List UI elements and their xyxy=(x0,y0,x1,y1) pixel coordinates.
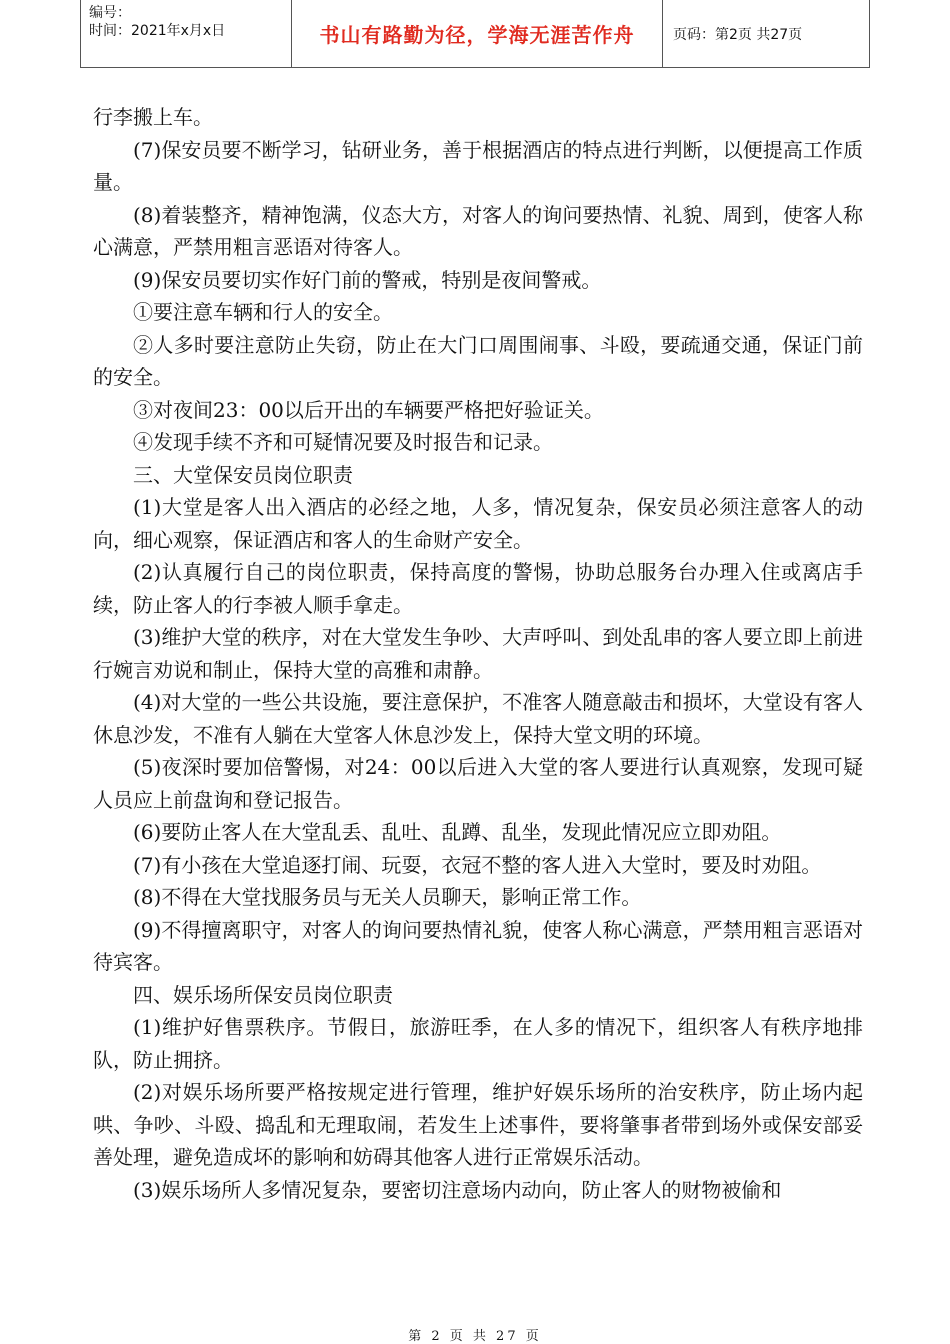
document-time-label: 时间：2021年x月x日 xyxy=(89,23,226,39)
body-paragraph: (1)维护好售票秩序。节假日，旅游旺季，在人多的情况下，组织客人有秩序地排队，防止拥挤。 xyxy=(93,1015,863,1072)
body-paragraph: (2)认真履行自己的岗位职责，保持高度的警惕，协助总服务台办理入住或离店手续，防止客人的行李被人顺手拿走。 xyxy=(93,560,863,617)
body-paragraph: 行李搬上车。 xyxy=(93,105,213,129)
body-paragraph: (6)要防止客人在大堂乱丢、乱吐、乱蹲、乱坐，发现此情况应立即劝阻。 xyxy=(133,820,782,844)
body-paragraph: (9)不得擅离职守，对客人的询问要热情礼貌，使客人称心满意，严禁用粗言恶语对待宾客。 xyxy=(93,917,863,974)
body-paragraph: (8)不得在大堂找服务员与无关人员聊天，影响正常工作。 xyxy=(133,885,642,909)
body-paragraph: (2)对娱乐场所要严格按规定进行管理，维护好娱乐场所的治安秩序，防止场内起哄、争吵、斗殴、捣乱和无理取闹，若发生上述事件，要将肇事者带到场外或保安部妥善处理，避免造成坏的影响和妨碍其他客人进行正常娱乐活动。 xyxy=(93,1080,863,1169)
document-body xyxy=(93,101,863,1206)
body-paragraph: (4)对大堂的一些公共设施，要注意保护，不准客人随意敲击和损坏，大堂设有客人休息沙发，不准有人躺在大堂客人休息沙发上，保持大堂文明的环境。 xyxy=(93,690,863,747)
document-header xyxy=(80,0,870,68)
page-footer: 第 2 页 共 27 页 xyxy=(408,1329,542,1344)
header-motto: 书山有路勤为径，学海无涯苦作舟 xyxy=(292,0,663,68)
body-paragraph: ②人多时要注意防止失窃，防止在大门口周围闹事、斗殴，要疏通交通，保证门前的安全。 xyxy=(93,332,863,389)
body-paragraph: (1)大堂是客人出入酒店的必经之地，人多，情况复杂，保安员必须注意客人的动向，细心观察，保证酒店和客人的生命财产安全。 xyxy=(93,495,863,552)
body-paragraph: (3)娱乐场所人多情况复杂，要密切注意场内动向，防止客人的财物被偷和 xyxy=(133,1177,782,1202)
body-paragraph: (3)维护大堂的秩序，对在大堂发生争吵、大声呼叫、到处乱串的客人要立即上前进行婉言劝说和制止，保持大堂的高雅和肃静。 xyxy=(93,625,863,682)
body-paragraph: (7)有小孩在大堂追逐打闹、玩耍，衣冠不整的客人进入大堂时，要及时劝阻。 xyxy=(133,852,822,877)
header-meta-cell xyxy=(81,0,292,68)
body-paragraph: ④发现手续不齐和可疑情况要及时报告和记录。 xyxy=(133,430,553,454)
header-page-label: 页码：第2页 共27页 xyxy=(663,0,870,68)
body-paragraph: (5)夜深时要加倍警惕，对24：00以后进入大堂的客人要进行认真观察，发现可疑人员应上前盘询和登记报告。 xyxy=(93,755,863,812)
body-paragraph: (7)保安员要不断学习，钻研业务，善于根据酒店的特点进行判断，以便提高工作质量。 xyxy=(93,137,863,194)
document-number-label: 编号： xyxy=(89,5,131,21)
body-paragraph: 三、大堂保安员岗位职责 xyxy=(133,462,353,487)
body-paragraph: 四、娱乐场所保安员岗位职责 xyxy=(133,982,393,1007)
body-paragraph: (8)着装整齐，精神饱满，仪态大方，对客人的询问要热情、礼貌、周到，使客人称心满意，严禁用粗言恶语对待客人。 xyxy=(93,202,863,259)
body-paragraph: ③对夜间23：00以后开出的车辆要严格把好验证关。 xyxy=(133,397,604,422)
body-paragraph: (9)保安员要切实作好门前的警戒，特别是夜间警戒。 xyxy=(133,267,602,292)
body-paragraph: ①要注意车辆和行人的安全。 xyxy=(133,300,393,324)
